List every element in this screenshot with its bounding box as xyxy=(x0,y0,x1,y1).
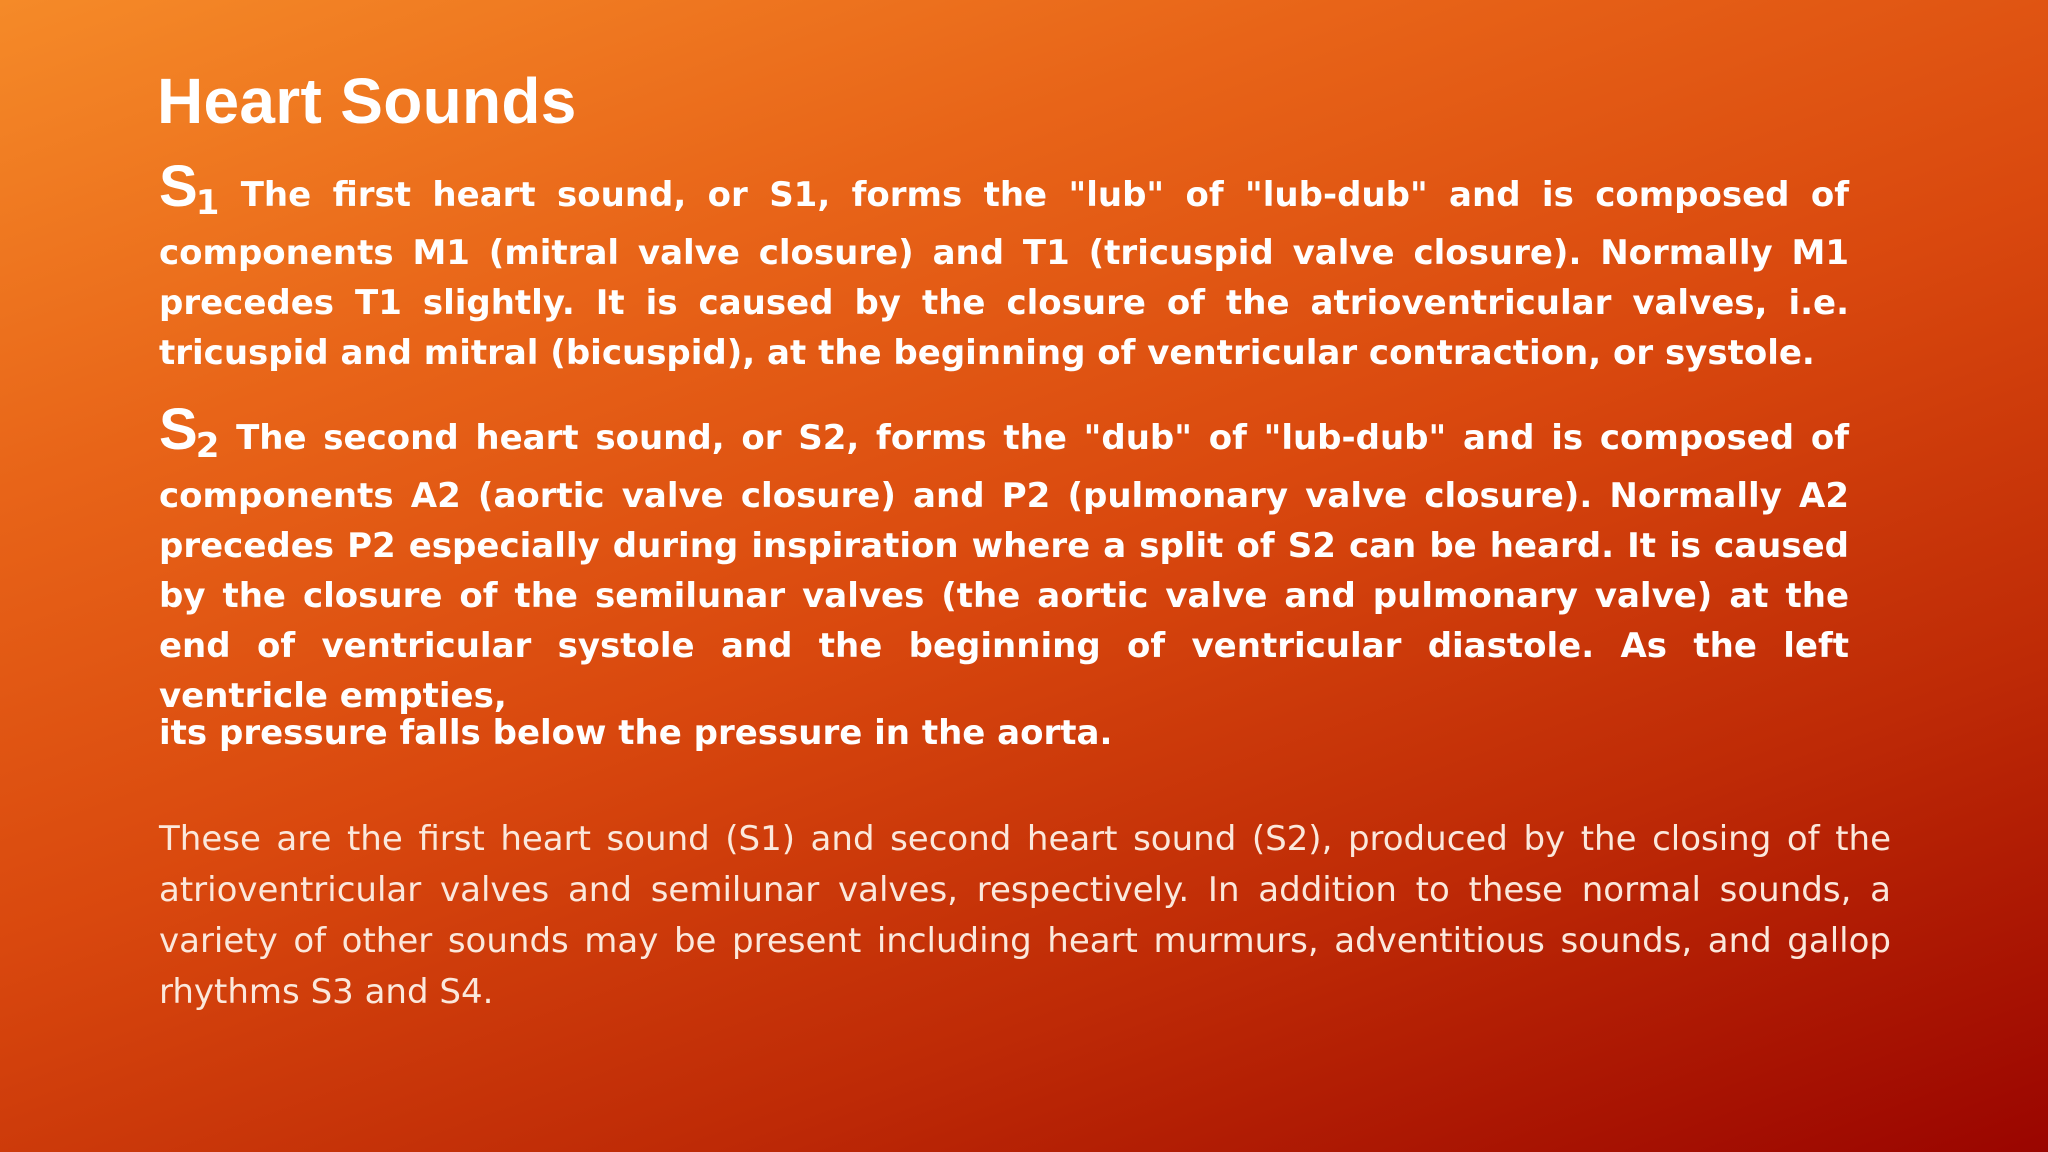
s2-paragraph xyxy=(159,397,1849,721)
s2-lead-letter: S xyxy=(159,397,198,462)
s1-lead-subscript: 1 xyxy=(195,183,220,223)
slide-title: Heart Sounds xyxy=(157,65,577,137)
summary-paragraph: These are the first heart sound (S1) and second heart sound (S2), produced by the closing of the atrioventricular valves and semilunar valves, respectively. In addition to these normal sounds, a variety of other sounds may be present including heart murmurs, adventitious sounds, and gallop rhythms S3 and S4. xyxy=(159,819,1891,1012)
s2-tail-line: its pressure falls below the pressure in the aorta. xyxy=(159,713,1113,753)
s2-lead-subscript: 2 xyxy=(195,426,220,466)
s1-text: The first heart sound, or S1, forms the "lub" of "lub-dub" and is composed of components M1 (mitral valve closure) and T1 (tricuspid valve closure). Normally M1 precedes T1 slightly. It is caused by the closure of the atrioventricular valves, i.e. tricuspid and mitral (bicuspid), at the beginning of ventricular contraction, or systole. xyxy=(159,175,1849,373)
s2-text: The second heart sound, or S2, forms the "dub" of "lub-dub" and is composed of components A2 (aortic valve closure) and P2 (pulmonary valve closure). Normally A2 precedes P2 especially during inspiration where a split of S2 can be heard. It is caused by the closure of the semilunar valves (the aortic valve and pulmonary valve) at the end of ventricular systole and the beginning of ventricular diastole. As the left ventricle empties, xyxy=(159,418,1849,716)
s1-lead-letter: S xyxy=(159,154,198,219)
s1-paragraph xyxy=(159,154,1849,378)
